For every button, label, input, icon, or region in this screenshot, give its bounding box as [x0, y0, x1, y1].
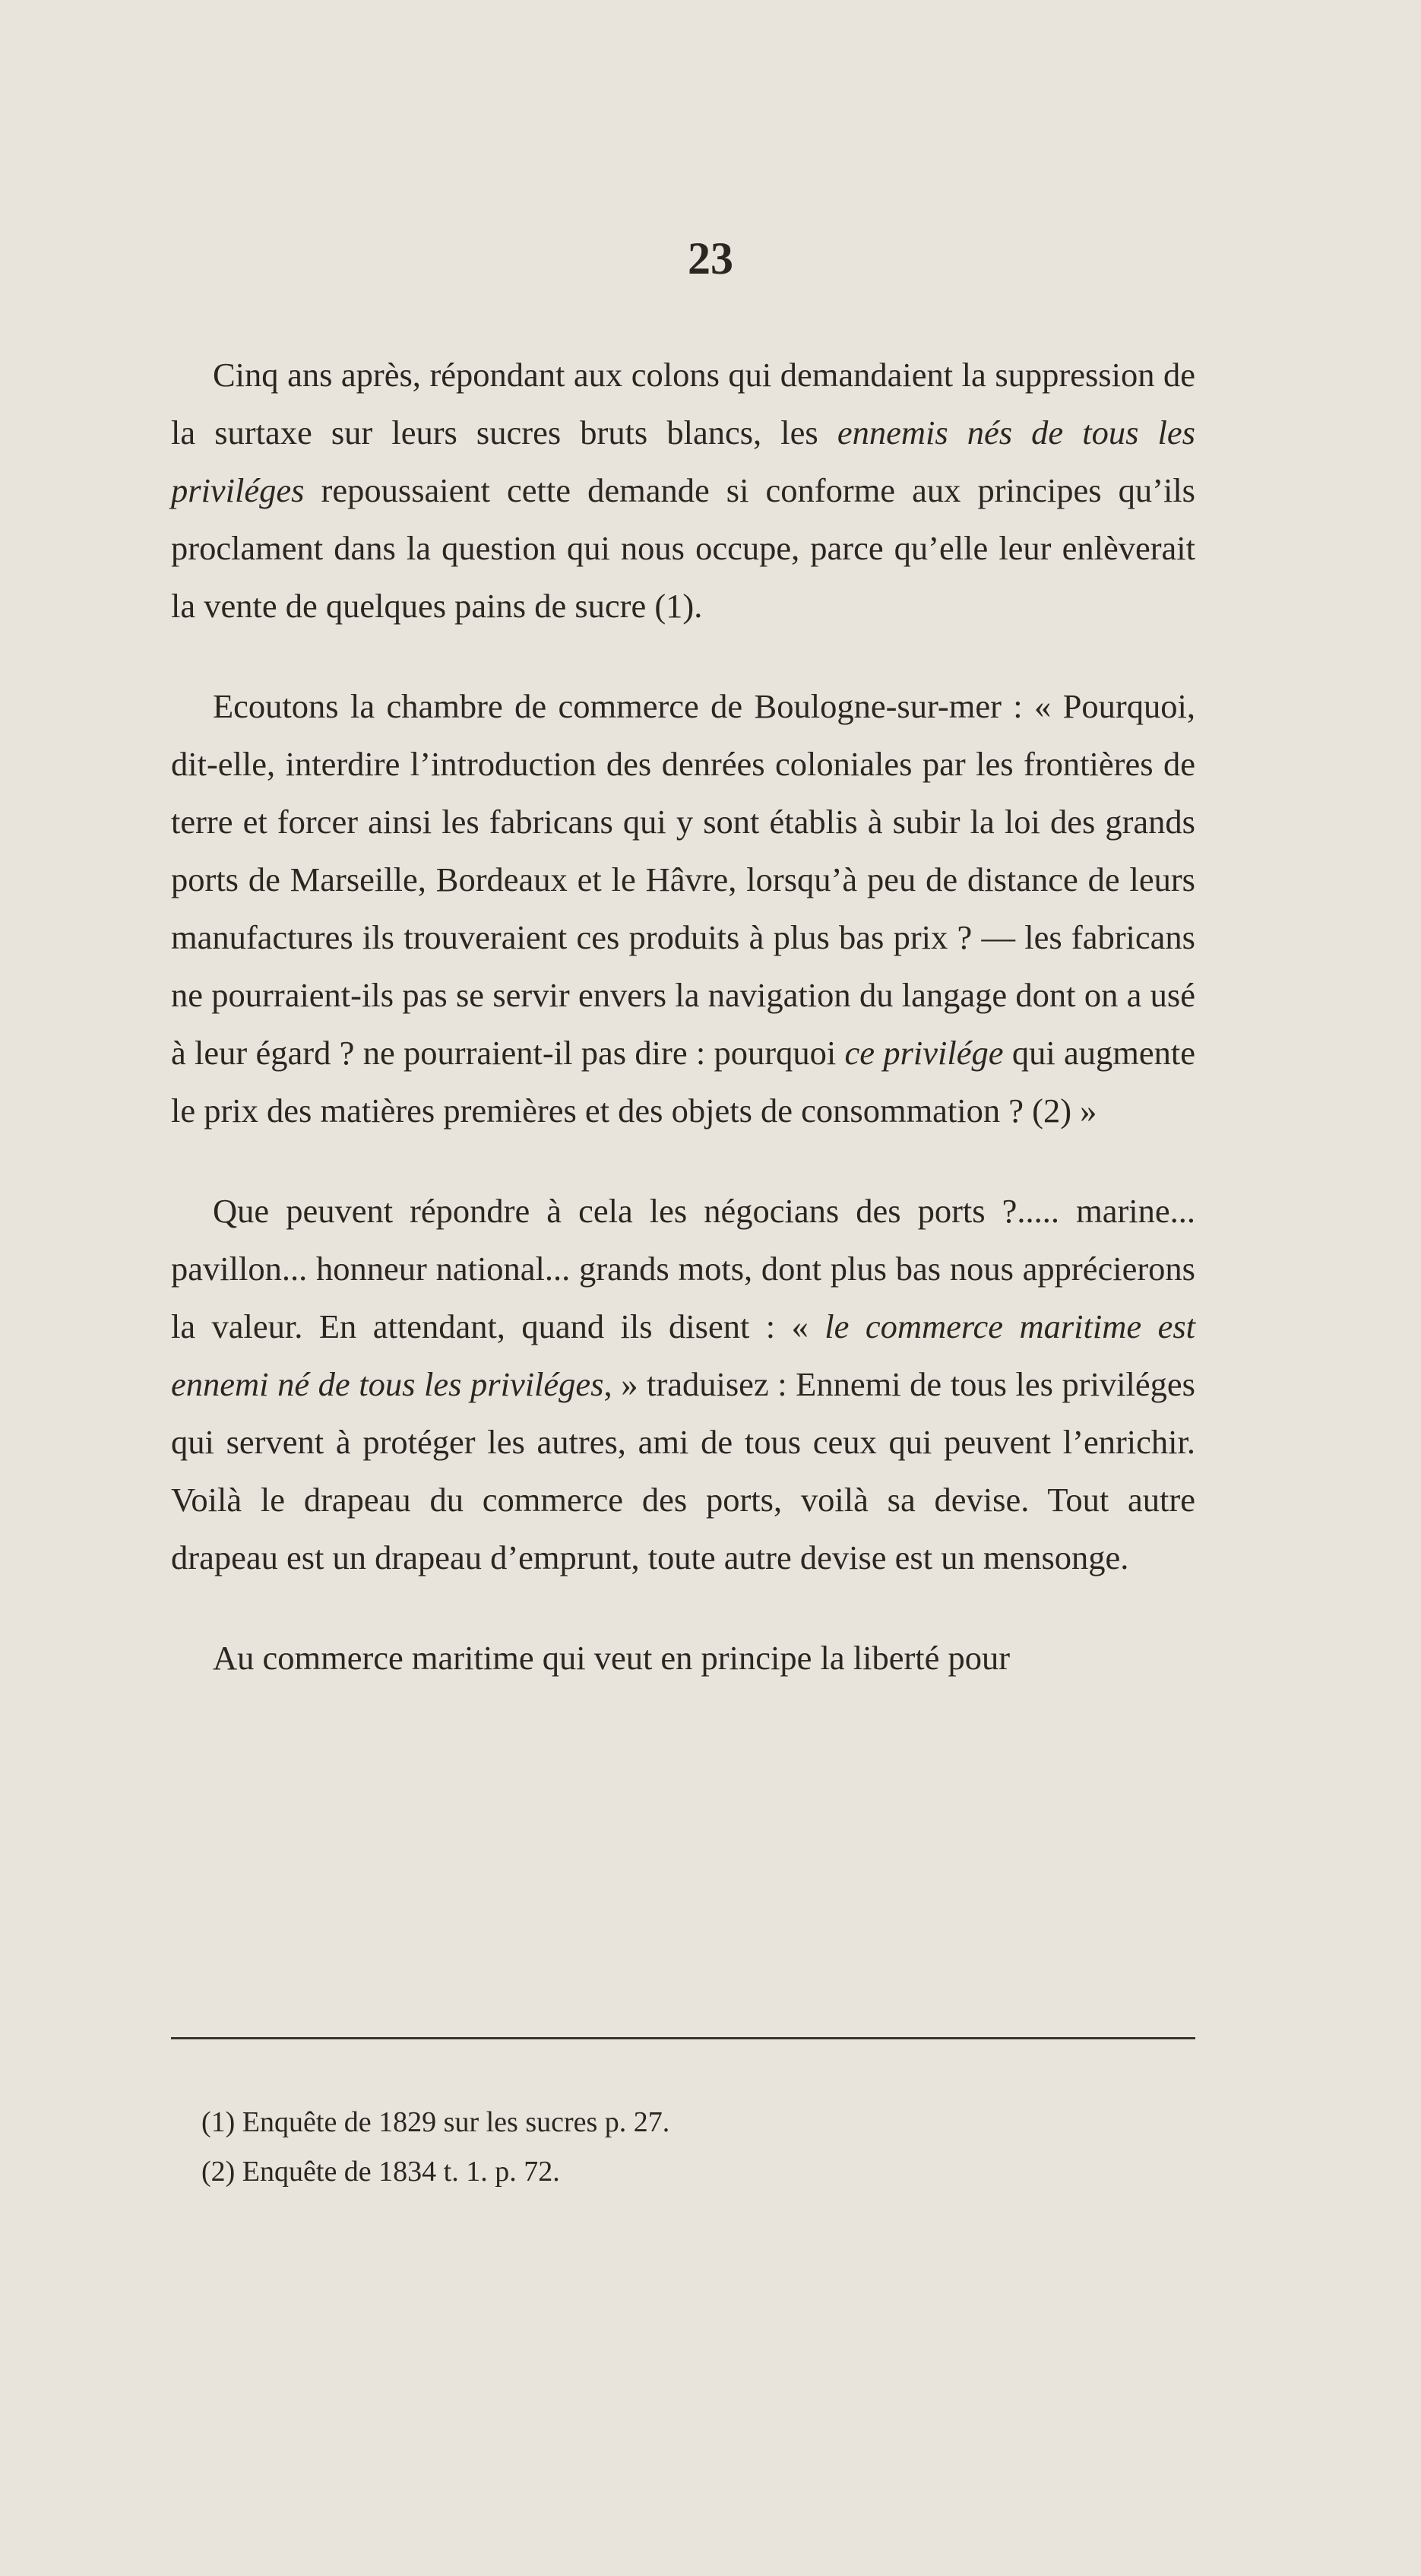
paragraph-4: Au commerce maritime qui veut en principe la liberté pour [213, 1639, 1011, 1677]
paragraph-3: Que peuvent répondre à cela les négocians des ports ?..... marine... pavillon... honneur national... grands mots, dont plus bas nous apprécierons la valeur. En attendant, quand ils disent : « le commerce maritime est ennemi né de tous les priviléges, » traduisez : Ennemi de tous les priviléges qui servent à protéger les autres, ami de tous ceux qui peuvent l’enrichir. Voilà le drapeau du commerce des ports, voilà sa devise. Tout autre drapeau est un drapeau d’emprunt, toute autre devise est un mensonge. [171, 1192, 1195, 1576]
body-text [171, 346, 1195, 1729]
italic-phrase: le commerce maritime est ennemi né de tous les priviléges [171, 1307, 1195, 1403]
page-number: 23 [688, 233, 733, 284]
footnotes [201, 2098, 1189, 2197]
italic-phrase: ennemis nés de tous les priviléges [171, 413, 1195, 509]
footnote-divider [171, 2037, 1195, 2039]
italic-phrase: ce privilége [844, 1034, 1004, 1072]
paragraph-1: Cinq ans après, répondant aux colons qui demandaient la suppression de la surtaxe sur leurs sucres bruts blancs, les ennemis nés de tous les priviléges repoussaient cette demande si conforme aux principes qu’ils proclament dans la question qui nous occupe, parce qu’elle leur enlèverait la vente de quelques pains de sucre (1). [171, 356, 1195, 625]
paragraph-2: Ecoutons la chambre de commerce de Boulogne-sur-mer : « Pourquoi, dit-elle, interdire l’introduction des denrées coloniales par les frontières de terre et forcer ainsi les fabricans qui y sont établis à subir la loi des grands ports de Marseille, Bordeaux et le Hâvre, lorsqu’à peu de distance de leurs manufactures ils trouveraient ces produits à plus bas prix ? — les fabricans ne pourraient-ils pas se servir envers la navigation du langage dont on a usé à leur égard ? ne pourraient-il pas dire : pourquoi ce privilége qui augmente le prix des matières premières et des objets de consommation ? (2) » [171, 687, 1195, 1130]
footnote-1: (1) Enquête de 1829 sur les sucres p. 27. [201, 2106, 670, 2138]
footnote-2: (2) Enquête de 1834 t. 1. p. 72. [201, 2156, 560, 2188]
